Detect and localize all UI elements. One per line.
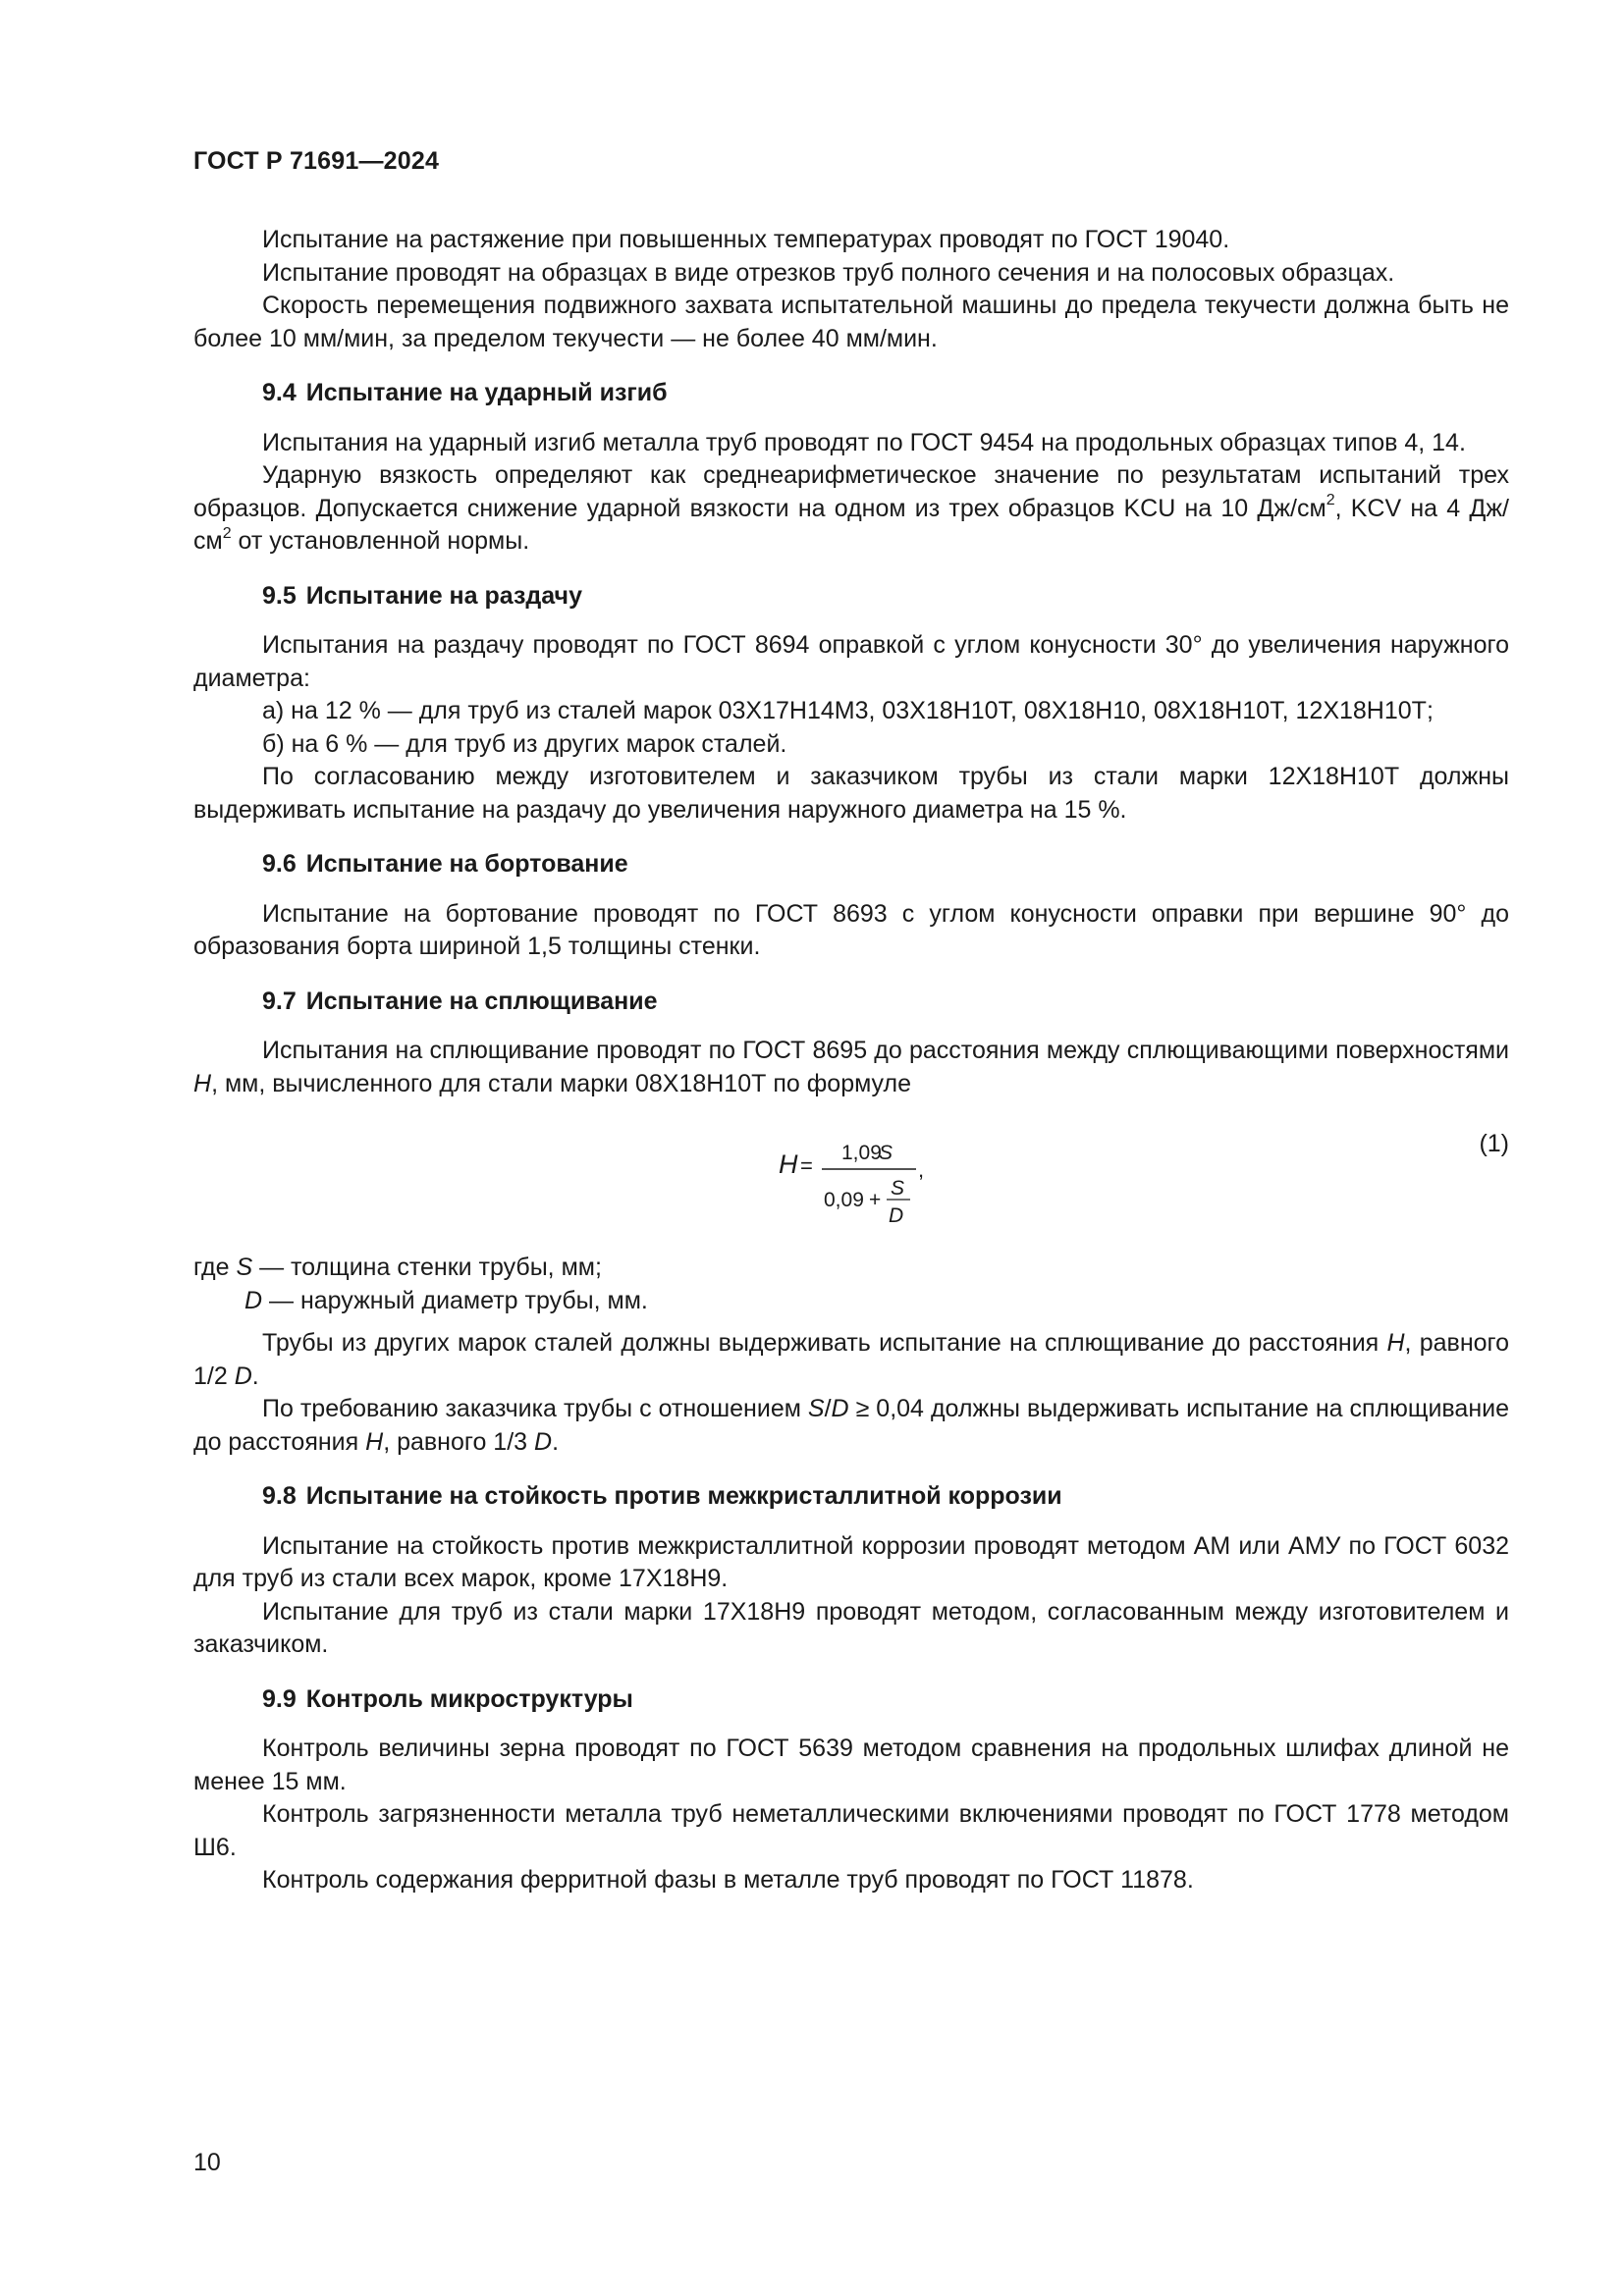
section-heading-9-8 [193,1480,1509,1514]
variable: H [1386,1329,1405,1357]
formula-frac-num: S [891,1177,905,1200]
formula-block [193,1118,1509,1244]
text-run: — толщина стенки трубы, мм; [252,1254,602,1281]
formula-plus: + [869,1189,882,1211]
formula-num-coef: 1,09 [841,1142,882,1164]
paragraph: По согласованию между изготовителем и заказчиком трубы из стали марки 12Х18Н10Т должны выдерживать испытание на раздачу до увеличения наружного диаметра на 15 %. [193,763,1509,824]
section-number: 9.5 [262,581,297,610]
page-number: 10 [193,2149,221,2176]
variable: S [807,1395,825,1422]
text-run: / [824,1395,832,1422]
text-run: Трубы из других марок сталей должны выдерживать испытание на сплющивание до расстояния [262,1329,1387,1357]
text-run: . [251,1362,259,1390]
text-run: , равного 1/2 [193,1329,1509,1390]
section-title: Испытание на ударный изгиб [305,379,668,406]
paragraph: Скорость перемещения подвижного захвата испытательной машины до предела текучести должна быть не более 10 мм/мин, за пределом текучести — не более 40 мм/мин. [193,292,1509,352]
section-number: 9.7 [262,987,297,1015]
legend-item [193,1285,1509,1318]
text-run: Ударную вязкость определяют как среднеарифметическое значение по результатам испытаний трех образцов. Допускается снижение ударной вязкости на одном из трех образцов KCU на 10 Дж/см [193,461,1509,522]
legend-item [193,1252,1509,1285]
formula-lhs: H [779,1149,798,1179]
formula-comma: , [918,1157,925,1182]
text-run: — наружный диаметр трубы, мм. [262,1286,648,1314]
paragraph [193,459,1509,559]
variable: D [234,1362,252,1390]
section-title: Контроль микроструктуры [305,1684,633,1713]
text-run: . [552,1427,560,1456]
paragraph: Контроль содержания ферритной фазы в металле труб проводят по ГОСТ 11878. [262,1866,1194,1894]
section-heading-9-7 [193,986,1509,1019]
paragraph [193,1393,1509,1459]
formula-den-const: 0,09 [824,1189,864,1211]
document-header: ГОСТ Р 71691—2024 [193,147,440,175]
paragraph: Испытание проводят на образцах в виде отрезков труб полного сечения и на полосовых образцах. [262,258,1395,287]
variable: S [236,1254,253,1281]
paragraph: Контроль загрязненности металла труб неметаллическими включениями проводят по ГОСТ 1778 методом Ш6. [193,1800,1509,1861]
section-title: Испытание на раздачу [305,581,582,610]
paragraph [193,1327,1509,1393]
paragraph: Испытание на стойкость против межкристаллитной коррозии проводят методом АМ или АМУ по ГОСТ 6032 для труб из стали всех марок, кроме 17Х18Н9. [193,1531,1509,1592]
text-run: , мм, вычисленного для стали марки 08Х18Н10Т по формуле [211,1069,912,1097]
formula-number: (1) [1479,1130,1509,1157]
text-run: где [193,1254,237,1281]
variable: D [534,1427,553,1456]
paragraph: Испытание на растяжение при повышенных температурах проводят по ГОСТ 19040. [262,226,1230,253]
section-number: 9.4 [262,379,297,406]
variable: H [193,1069,212,1097]
formula-num-var: S [879,1142,893,1164]
paragraph: Испытания на раздачу проводят по ГОСТ 8694 оправкой с углом конусности 30° до увеличения наружного диаметра: [193,631,1509,692]
variable: D [244,1286,263,1314]
text-run: ≥ 0,04 должны выдерживать испытание на сплющивание до расстояния [193,1395,1510,1456]
text-run: , равного 1/3 [383,1427,534,1456]
formula-frac-den: D [889,1204,904,1227]
formula [773,1118,989,1236]
document-body [193,224,1509,1897]
text-run: , KCV на 4 Дж/см [193,494,1509,555]
paragraph: Испытание для труб из стали марки 17Х18Н9 проводят методом, согласованным между изготовителем и заказчиком. [193,1597,1509,1658]
text-run: от установленной нормы. [231,527,530,555]
section-number: 9.8 [262,1482,297,1510]
section-title: Испытание на стойкость против межкристаллитной коррозии [305,1482,1062,1510]
section-heading-9-4 [193,377,1509,410]
section-number: 9.9 [262,1684,297,1713]
paragraph: Испытания на ударный изгиб металла труб проводят по ГОСТ 9454 на продольных образцах типов 4, 14. [262,428,1466,456]
paragraph: Контроль величины зерна проводят по ГОСТ 5639 методом сравнения на продольных шлифах длиной не менее 15 мм. [193,1735,1509,1795]
formula-equals: = [800,1153,813,1178]
section-title: Испытание на сплющивание [305,987,658,1015]
formula-legend [193,1252,1509,1317]
section-heading-9-5 [193,580,1509,614]
variable: D [831,1395,849,1422]
list-item: а) на 12 % — для труб из сталей марок 03Х17Н14М3, 03Х18Н10Т, 08Х18Н10, 08Х18Н10Т, 12Х18Н10Т; [262,697,1434,724]
section-number: 9.6 [262,850,297,878]
text-run: Испытания на сплющивание проводят по ГОСТ 8695 до расстояния между сплющивающими поверхностями [262,1037,1509,1064]
superscript: 2 [1326,492,1335,509]
paragraph: Испытание на бортование проводят по ГОСТ 8693 с углом конусности оправки при вершине 90° до образования борта шириной 1,5 толщины стенки. [193,899,1509,960]
section-heading-9-6 [193,848,1509,881]
text-run: По требованию заказчика трубы с отношением [262,1395,808,1422]
variable: H [365,1427,384,1456]
superscript: 2 [222,524,232,542]
list-item: б) на 6 % — для труб из других марок сталей. [262,729,787,758]
section-heading-9-9 [193,1683,1509,1717]
paragraph [193,1035,1509,1100]
section-title: Испытание на бортование [305,850,628,878]
